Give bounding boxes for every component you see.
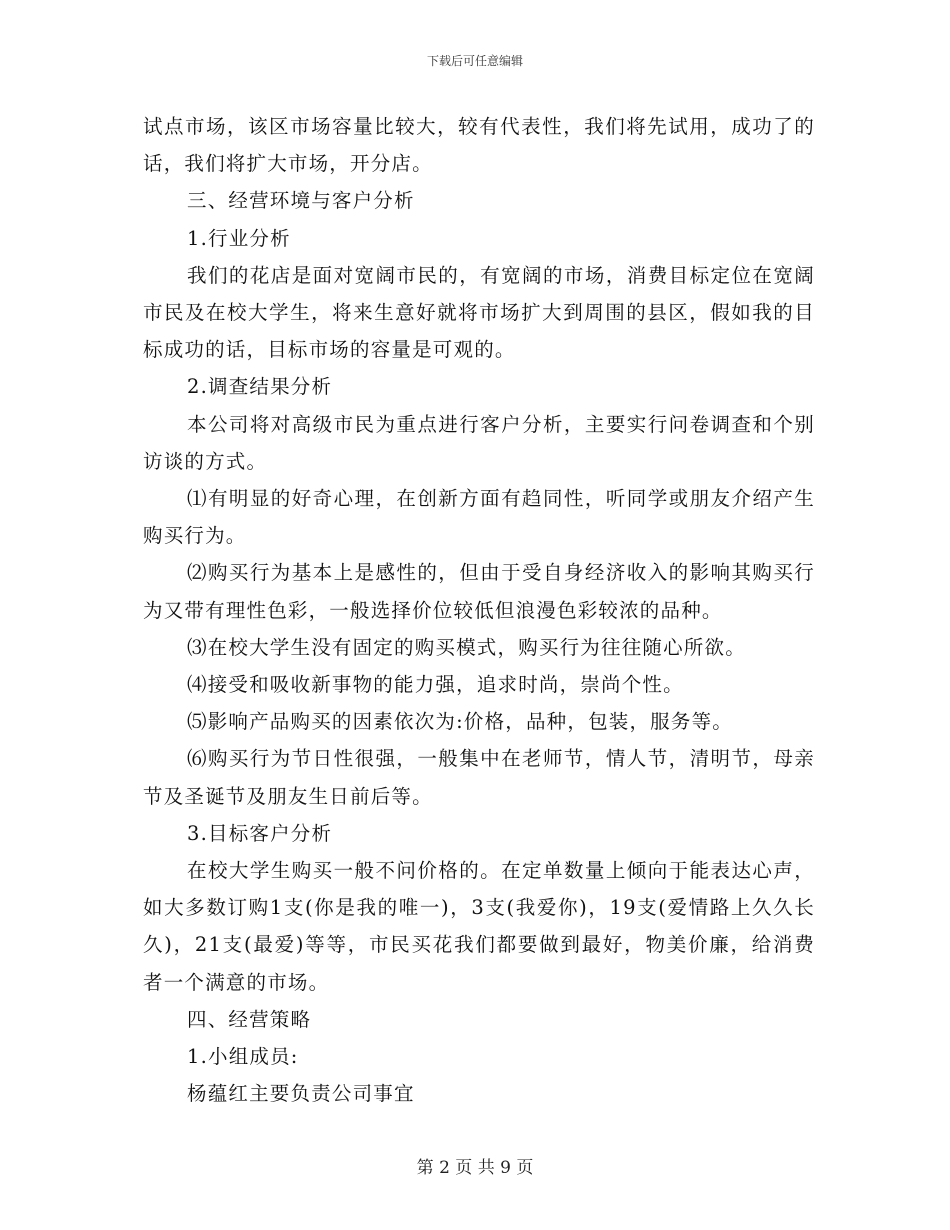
- list-item: ⑹购买行为节日性很强，一般集中在老师节，情人节，清明节，母亲节及圣诞节及朋友生日前后等。: [143, 747, 815, 808]
- paragraph: 本公司将对高级市民为重点进行客户分析，主要实行问卷调查和个别访谈的方式。: [143, 412, 815, 473]
- subsection-heading: 2.调查结果分析: [187, 375, 333, 399]
- paragraph: 我们的花店是面对宽阔市民的，有宽阔的市场，消费目标定位在宽阔市民及在校大学生，将来生意好就将市场扩大到周围的县区，假如我的目标成功的话，目标市场的容量是可观的。: [143, 263, 815, 362]
- section-heading: 四、经营策略: [187, 1007, 312, 1031]
- list-item: ⑴有明显的好奇心理，在创新方面有趋同性，听同学或朋友介绍产生购买行为。: [143, 487, 815, 548]
- subsection-heading: 3.目标客户分析: [187, 821, 333, 845]
- document-body: [143, 108, 815, 1112]
- list-item: ⑸影响产品购买的因素依次为:价格，品种，包装，服务等。: [187, 710, 733, 734]
- list-item: ⑶在校大学生没有固定的购买模式，购买行为往往随心所欲。: [187, 635, 746, 659]
- page-footer: 第 2 页 共 9 页: [416, 1158, 534, 1178]
- paragraph: 杨蕴红主要负责公司事宜: [187, 1082, 415, 1106]
- page-header: 下载后可任意编辑: [426, 54, 523, 68]
- paragraph: 在校大学生购买一般不问价格的。在定单数量上倾向于能表达心声，如大多数订购1支(你是我的唯一)，3支(我爱你)，19支(爱情路上久久长久)，21支(最爱)等等，市民买花我们都要做到最好，物美价廉，给消费者一个满意的市场。: [143, 859, 815, 994]
- subsection-heading: 1.小组成员:: [187, 1045, 299, 1069]
- subsection-heading: 1.行业分析: [187, 226, 291, 250]
- list-item: ⑷接受和吸收新事物的能力强，追求时尚，崇尚个性。: [187, 673, 684, 697]
- paragraph: 试点市场，该区市场容量比较大，较有代表性，我们将先试用，成功了的话，我们将扩大市场，开分店。: [143, 115, 815, 176]
- section-heading: 三、经营环境与客户分析: [187, 189, 415, 213]
- list-item: ⑵购买行为基本上是感性的，但由于受自身经济收入的影响其购买行为又带有理性色彩，一般选择价位较低但浪漫色彩较浓的品种。: [143, 561, 815, 622]
